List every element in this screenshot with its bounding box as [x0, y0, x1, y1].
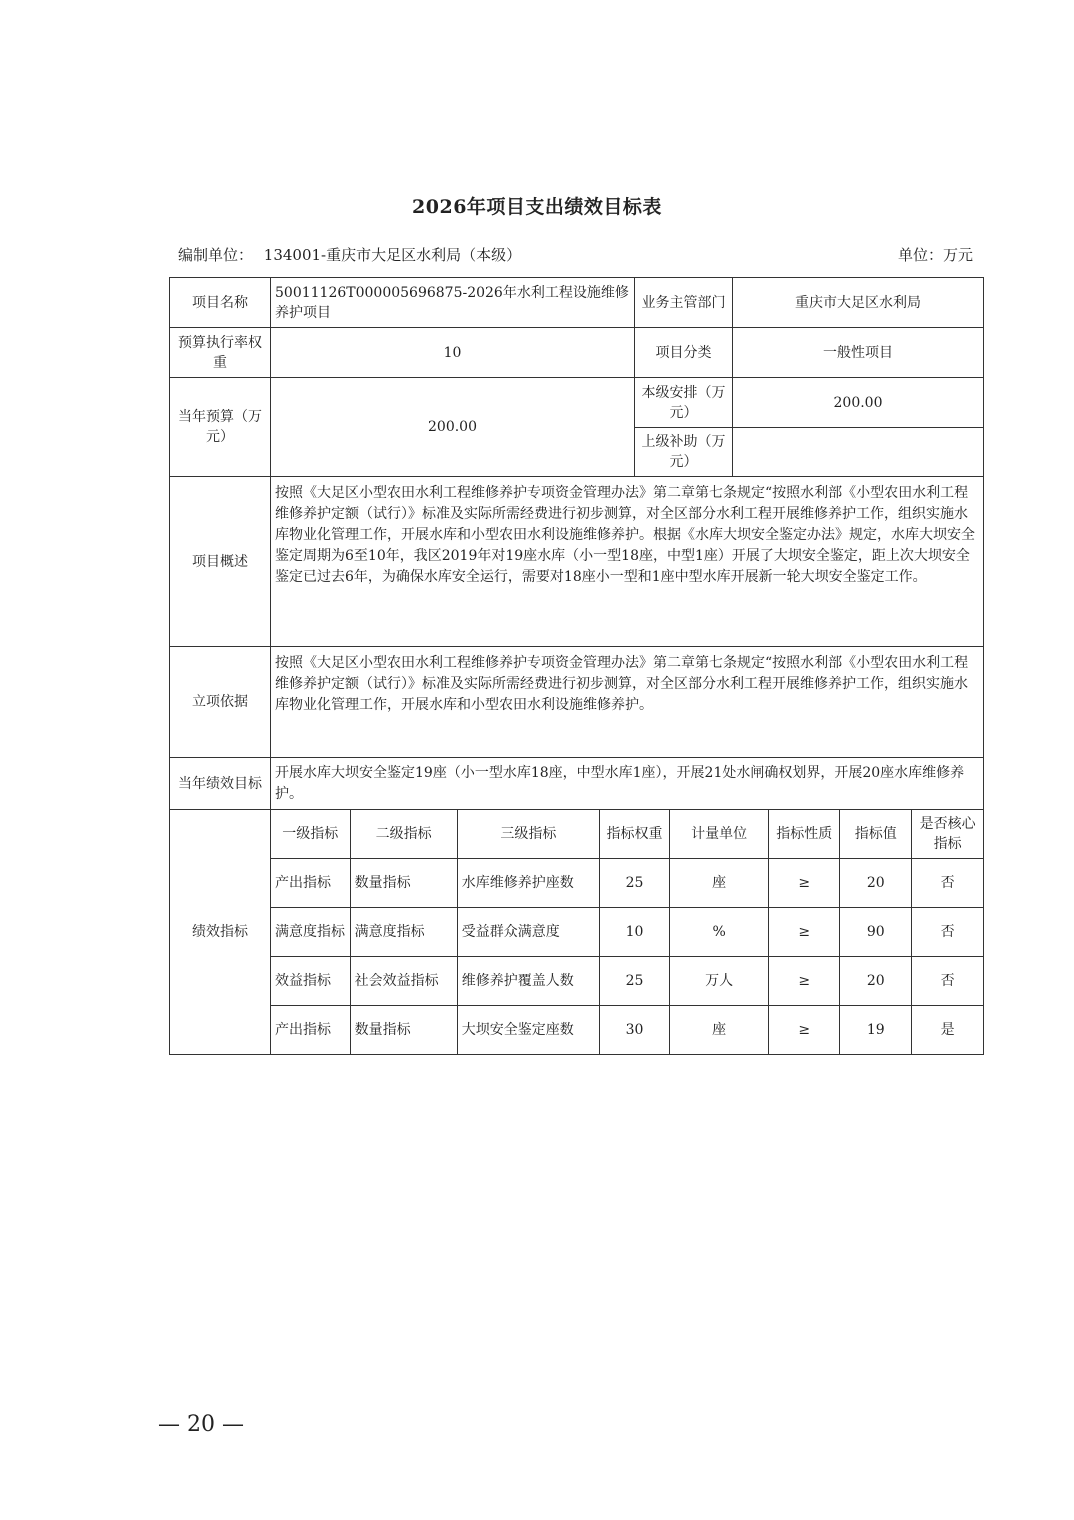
table-cell: 万人 [670, 957, 769, 1006]
table-row [271, 859, 983, 908]
overview-label: 项目概述 [170, 477, 271, 647]
weight-label: 预算执行率权重 [170, 328, 271, 378]
budget-value: 200.00 [271, 378, 635, 477]
table-cell: 数量指标 [350, 859, 457, 908]
table-cell: ≥ [769, 859, 840, 908]
dept-label: 业务主管部门 [635, 278, 733, 328]
compiling-unit-value: 134001-重庆市大足区水利局（本级） [263, 246, 522, 264]
table-cell: 维修养护覆盖人数 [457, 957, 599, 1006]
table-cell: 产出指标 [271, 1006, 350, 1055]
upper-value [733, 428, 984, 477]
goal-label: 当年绩效目标 [170, 758, 271, 810]
table-row [271, 1006, 983, 1055]
table-cell: 19 [840, 1006, 912, 1055]
compiling-unit-label: 编制单位： [178, 246, 254, 264]
table-row [271, 957, 983, 1006]
table-cell: 座 [670, 1006, 769, 1055]
compiling-unit [178, 244, 527, 265]
header-cell: 三级指标 [457, 810, 599, 859]
header-cell: 是否核心指标 [912, 810, 983, 859]
table-cell: 否 [912, 908, 983, 957]
page-number: — 20 — [158, 1412, 244, 1437]
table-cell: 90 [840, 908, 912, 957]
basis-label: 立项依据 [170, 647, 271, 758]
header-cell: 指标值 [840, 810, 912, 859]
table-cell: ≥ [769, 1006, 840, 1055]
page-title: 2026年项目支出绩效目标表 [412, 196, 662, 218]
project-name-value: 50011126T000005696875-2026年水利工程设施维修养护项目 [271, 278, 635, 328]
weight-value: 10 [271, 328, 635, 378]
performance-table [169, 277, 984, 1055]
table-cell: 20 [840, 957, 912, 1006]
local-label: 本级安排（万元） [635, 378, 733, 428]
table-cell: 30 [599, 1006, 669, 1055]
currency-unit-value: 万元 [942, 246, 973, 264]
table-cell: 产出指标 [271, 859, 350, 908]
header-cell: 指标性质 [769, 810, 840, 859]
table-cell: 大坝安全鉴定座数 [457, 1006, 599, 1055]
upper-label: 上级补助（万元） [635, 428, 733, 477]
table-cell: % [670, 908, 769, 957]
project-name-label: 项目名称 [170, 278, 271, 328]
table-cell: 否 [912, 859, 983, 908]
table-cell: 水库维修养护座数 [457, 859, 599, 908]
local-value: 200.00 [733, 378, 984, 428]
indicators-label: 绩效指标 [170, 810, 271, 1055]
table-cell: ≥ [769, 908, 840, 957]
budget-label: 当年预算（万元） [170, 378, 271, 477]
table-row [271, 908, 983, 957]
header-cell: 一级指标 [271, 810, 350, 859]
overview-text: 按照《大足区小型农田水利工程维修养护专项资金管理办法》第二章第七条规定“按照水利部《小型农田水利工程维修养护定额（试行）》标准及实际所需经费进行初步测算，对全区部分水利工程开展维修养护工作，组织实施水库物业化管理工作，开展水库和小型农田水利设施维修养护。根据《水库大坝安全鉴定办法》规定，水库大坝安全鉴定周期为6至10年，我区2019年对19座水库（小一型18座，中型1座）开展了大坝安全鉴定，距上次大坝安全鉴定已过去6年，为确保水库安全运行，需要对18座小一型和1座中型水库开展新一轮大坝安全鉴定工作。 [271, 477, 984, 647]
indicators-header-row [271, 810, 983, 859]
table-cell: 否 [912, 957, 983, 1006]
table-cell: 是 [912, 1006, 983, 1055]
table-cell: ≥ [769, 957, 840, 1006]
table-cell: 10 [599, 908, 669, 957]
category-value: 一般性项目 [733, 328, 984, 378]
indicators-cell [271, 810, 984, 1055]
table-cell: 25 [599, 957, 669, 1006]
table-cell: 社会效益指标 [350, 957, 457, 1006]
header-cell: 计量单位 [670, 810, 769, 859]
goal-text: 开展水库大坝安全鉴定19座（小一型水库18座，中型水库1座），开展21处水闸确权划界，开展20座水库维修养护。 [271, 758, 984, 810]
table-cell: 座 [670, 859, 769, 908]
header-cell: 指标权重 [599, 810, 669, 859]
table-cell: 受益群众满意度 [457, 908, 599, 957]
table-cell: 20 [840, 859, 912, 908]
header-cell: 二级指标 [350, 810, 457, 859]
basis-text: 按照《大足区小型农田水利工程维修养护专项资金管理办法》第二章第七条规定“按照水利部《小型农田水利工程维修养护定额（试行）》标准及实际所需经费进行初步测算，对全区部分水利工程开展维修养护工作，组织实施水库物业化管理工作，开展水库和小型农田水利设施维修养护。 [271, 647, 984, 758]
table-cell: 效益指标 [271, 957, 350, 1006]
table-cell: 25 [599, 859, 669, 908]
table-cell: 满意度指标 [350, 908, 457, 957]
dept-value: 重庆市大足区水利局 [733, 278, 984, 328]
table-cell: 数量指标 [350, 1006, 457, 1055]
currency-unit [898, 244, 979, 265]
indicators-table [271, 810, 983, 1054]
currency-unit-label: 单位： [897, 246, 943, 264]
category-label: 项目分类 [635, 328, 733, 378]
table-cell: 满意度指标 [271, 908, 350, 957]
